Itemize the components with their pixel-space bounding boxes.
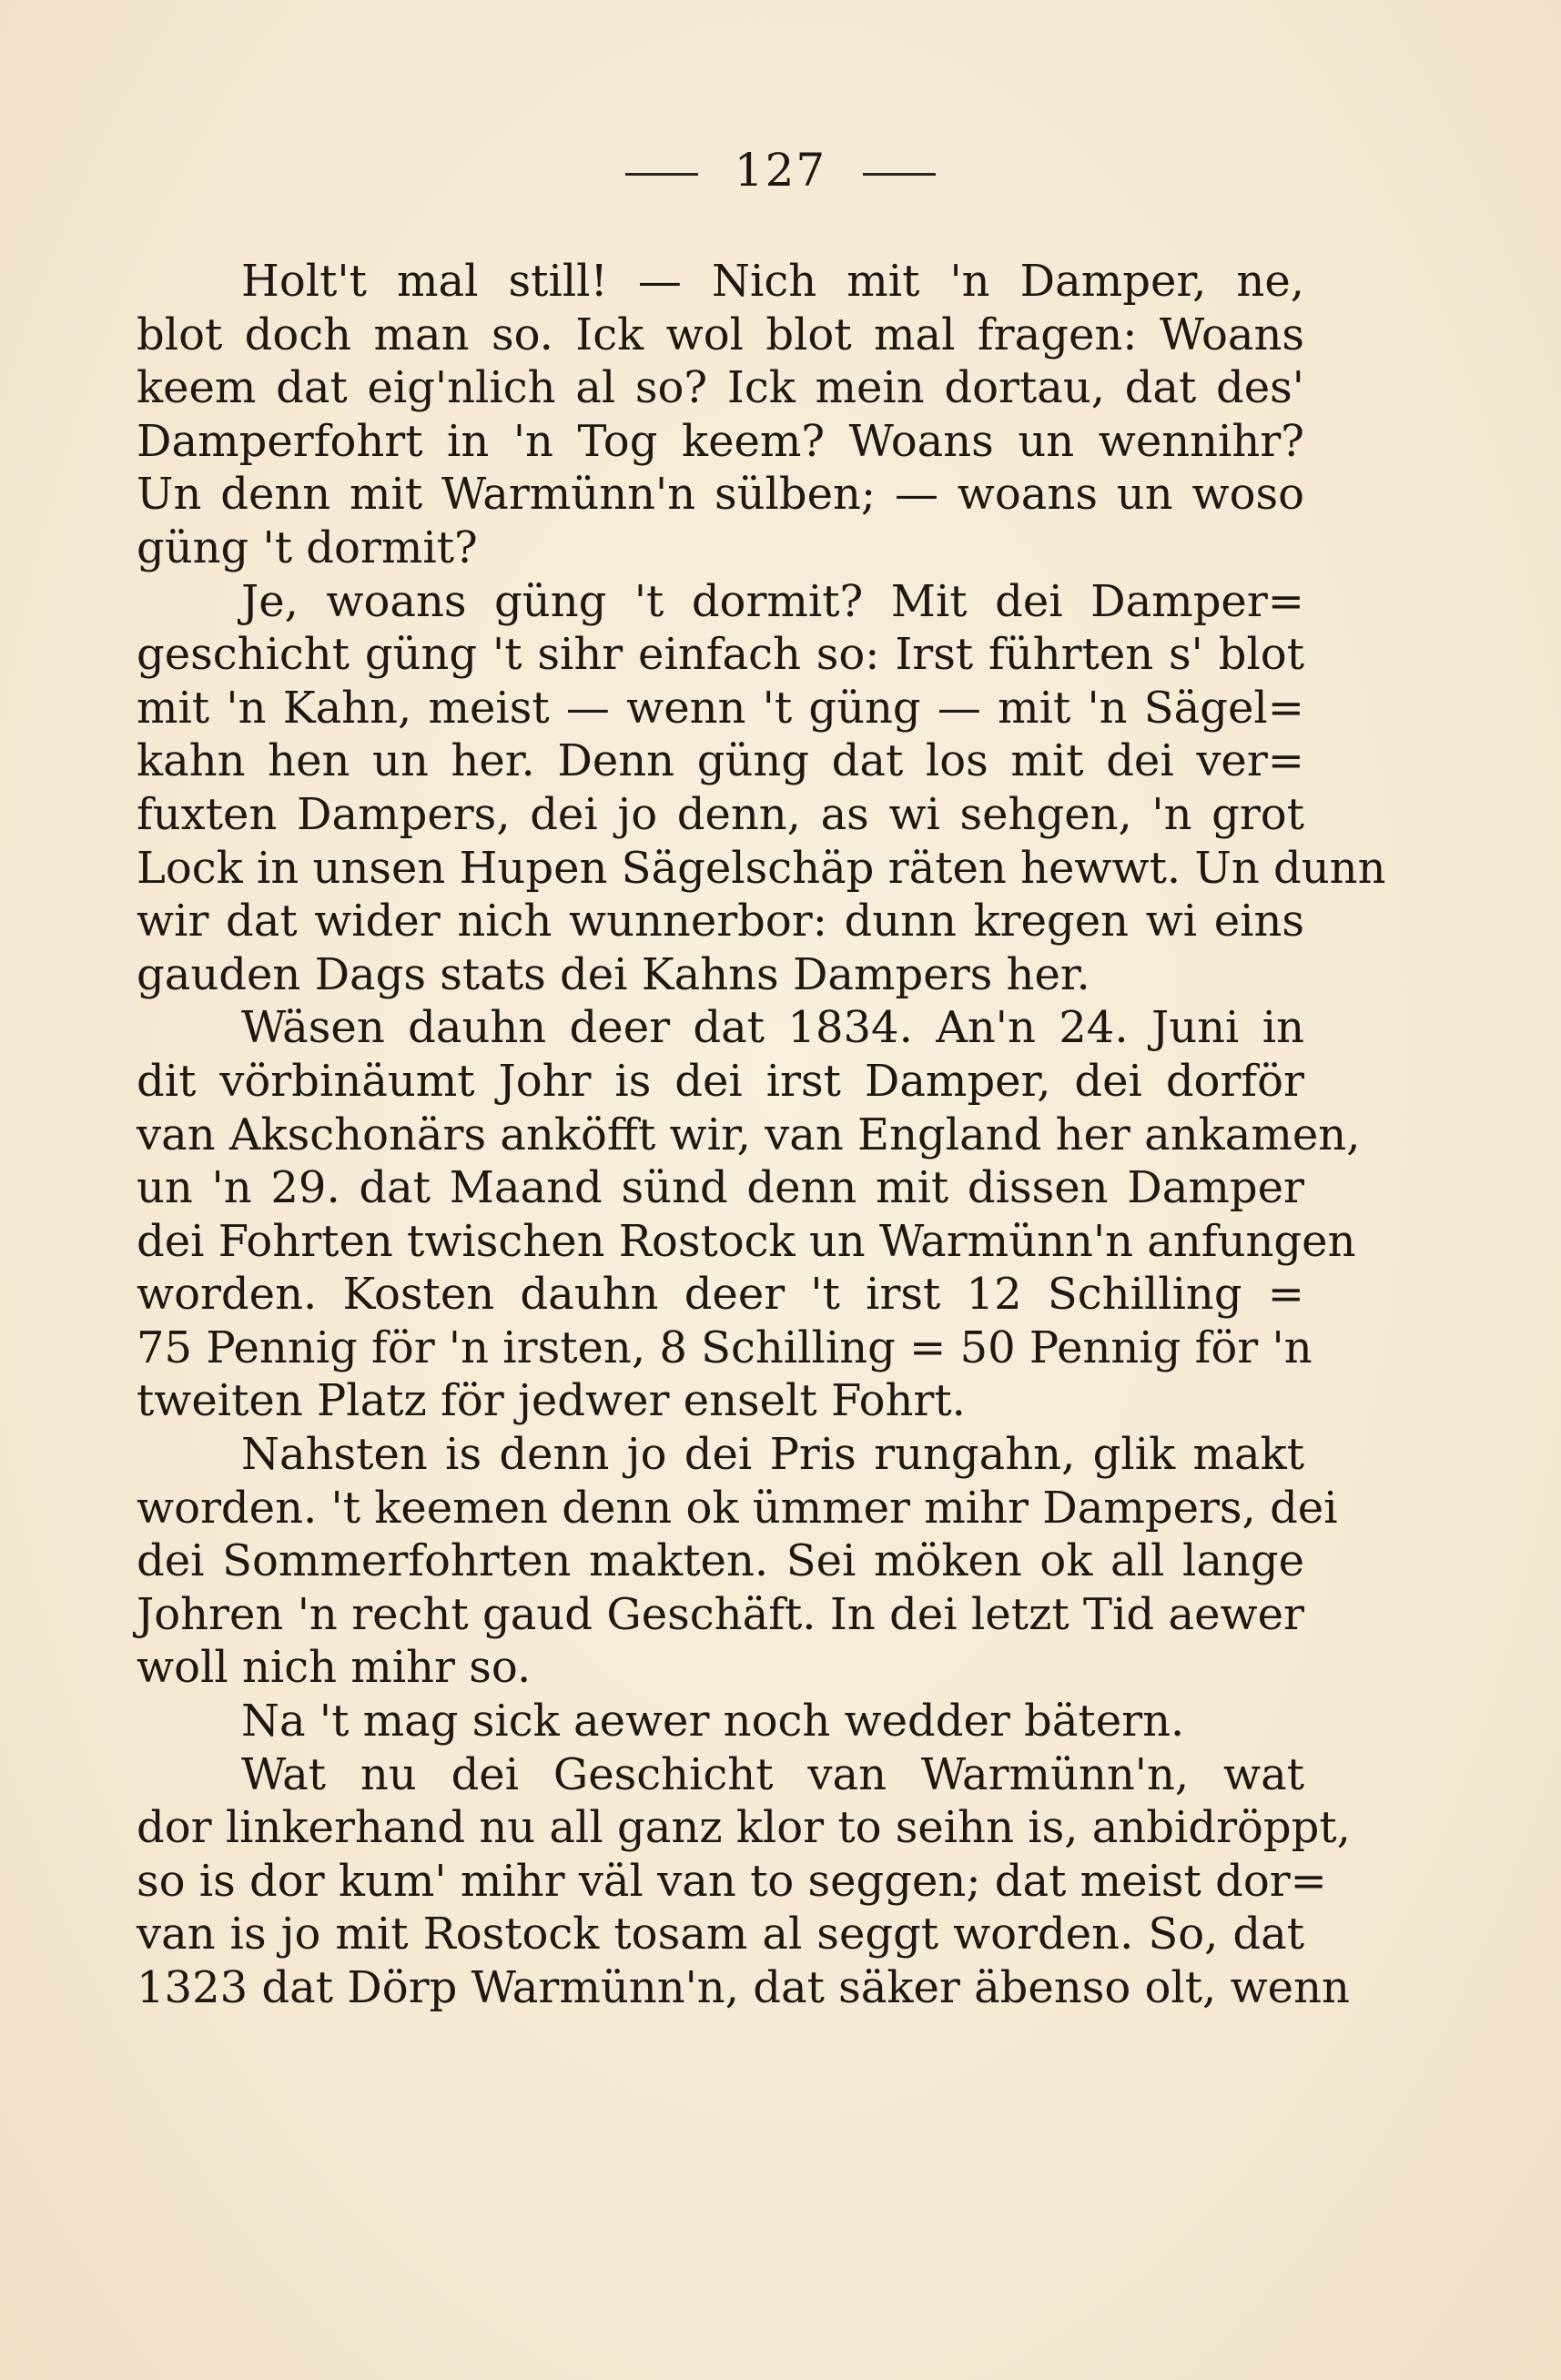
text-line: fuxten Dampers, dei jo denn, as wi sehgen, 'n grot [137, 788, 1304, 840]
text-line: mit 'n Kahn, meist — wenn 't güng — mit 'n Sägel= [137, 682, 1304, 734]
paragraph [137, 575, 1386, 1002]
text-line: dei Fohrten twischen Rostock un Warmünn'n anfungen [137, 1215, 1356, 1267]
text-line: 75 Pennig för 'n irsten, 8 Schilling = 50 Pennig för 'n [137, 1322, 1313, 1373]
paragraph [137, 1001, 1361, 1428]
paragraph [137, 1695, 1304, 1748]
header-dash-right [863, 173, 936, 176]
body-text [137, 255, 1386, 2015]
text-line: Wat nu dei Geschicht van Warmünn'n, wat [241, 1748, 1304, 1800]
text-line: van is jo mit Rostock tosam al seggt worden. So, dat [137, 1909, 1304, 1960]
text-line: blot doch man so. Ick wol blot mal fragen: Woans [137, 309, 1304, 360]
text-line: Je, woans güng 't dormit? Mit dei Damper= [241, 575, 1304, 627]
paragraph [137, 255, 1304, 575]
text-line: güng 't dormit? [137, 522, 478, 573]
text-line: 1323 dat Dörp Warmünn'n, dat säker äbenso olt, wenn [137, 1962, 1350, 2013]
text-line: worden. Kosten dauhn deer 't irst 12 Schilling = [137, 1269, 1304, 1321]
text-line: kahn hen un her. Denn güng dat los mit dei ver= [137, 735, 1304, 787]
text-line: Na 't mag sick aewer noch wedder bätern. [241, 1696, 1185, 1747]
text-line: Johren 'n recht gaud Geschäft. In dei letzt Tid aewer [137, 1588, 1304, 1640]
text-line: Un denn mit Warmünn'n sülben; — woans un woso [137, 469, 1304, 521]
page-number: 127 [734, 144, 827, 197]
paragraph [137, 1748, 1351, 2015]
text-line: tweiten Platz för jedwer enselt Fohrt. [137, 1375, 966, 1427]
text-line: so is dor kum' mihr väl van to seggen; dat meist dor= [137, 1855, 1327, 1907]
text-line: gauden Dags stats dei Kahns Dampers her. [137, 948, 1090, 1000]
paragraph [137, 1428, 1338, 1695]
text-line: woll nich mihr so. [137, 1642, 532, 1694]
text-line: wir dat wider nich wunnerbor: dunn kregen wi eins [137, 896, 1304, 947]
text-line: worden. 't keemen denn ok ümmer mihr Dampers, dei [137, 1482, 1338, 1534]
text-line: un 'n 29. dat Maand sünd denn mit dissen Damper [137, 1162, 1304, 1214]
text-line: geschicht güng 't sihr einfach so: Irst führten s' blot [137, 629, 1304, 681]
text-line: Damperfohrt in 'n Tog keem? Woans un wennihr? [137, 415, 1304, 467]
text-line: Holt't mal still! — Nich mit 'n Damper, ne, [241, 256, 1304, 307]
text-line: dei Sommerfohrten makten. Sei möken ok all lange [137, 1535, 1304, 1587]
text-line: dor linkerhand nu all ganz klor to seihn is, anbidröppt, [137, 1802, 1351, 1854]
text-line: Wäsen dauhn deer dat 1834. An'n 24. Juni in [241, 1002, 1304, 1054]
text-line: dit vörbinäumt Johr is dei irst Damper, dei dorför [137, 1055, 1304, 1107]
text-line: van Akschonärs anköfft wir, van England her ankamen, [137, 1109, 1361, 1160]
text-line: keem dat eig'nlich al so? Ick mein dortau, dat des' [137, 362, 1304, 414]
text-line: Nahsten is denn jo dei Pris rungahn, glik makt [241, 1429, 1304, 1481]
header-dash-left [625, 173, 698, 176]
page-number-header [0, 144, 1561, 197]
text-line: Lock in unsen Hupen Sägelschäp räten hewwt. Un dunn [137, 842, 1386, 894]
